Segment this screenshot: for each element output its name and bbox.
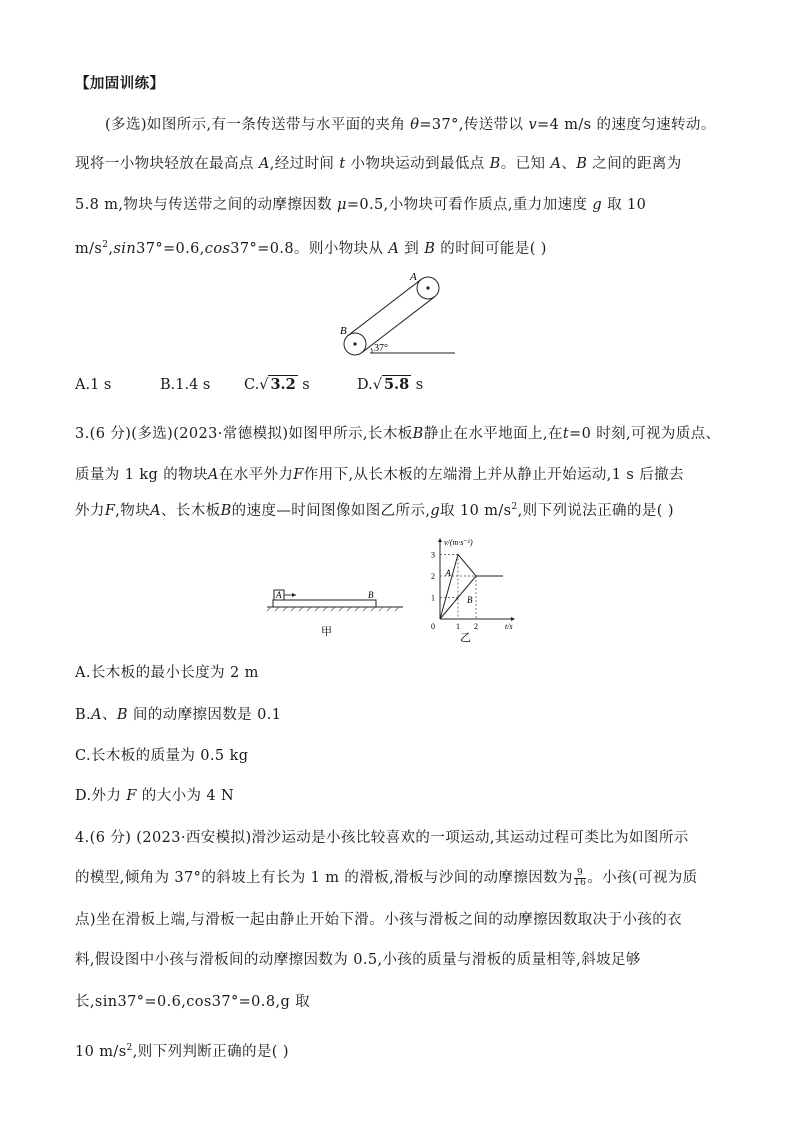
block-a-label: A <box>276 590 282 600</box>
belt-bottom <box>362 297 435 353</box>
option-a: A.1 s <box>75 377 112 393</box>
ground-hatching <box>267 607 399 611</box>
y-tick-label: 1 <box>431 593 435 603</box>
q4-line-1: 4.(6 分) (2023·西安模拟)滑沙运动是小孩比较喜欢的一项运动,其运动过程可类比为如图所示 <box>75 830 689 846</box>
figure-yi-caption: 乙 <box>460 632 471 644</box>
figure-jia <box>265 580 405 640</box>
series-a-line <box>440 555 503 620</box>
x-tick-label: 2 <box>474 622 478 631</box>
option-d: D.√ 5.8 s <box>357 376 424 393</box>
q3-option-c: C.长木板的质量为 0.5 kg <box>75 748 249 764</box>
q3-line-3: 外力F,物块A、长木板B的速度—时间图像如图乙所示,g取 10 $m/s^2$,则下列说法正确的是( ) <box>75 502 674 519</box>
series-a-label: A <box>445 568 451 578</box>
q4-line-5: 长,sin37°=0.6,cos37°=0.8,g 取 <box>75 994 311 1010</box>
q4-line-2: 的模型,倾角为 37°的斜坡上有长为 1 m 的滑板,滑板与沙间的动摩擦因数为 $\frac{9}{16}$ 。小孩(可视为质 <box>75 867 698 888</box>
option-c: C.√ 3.2 s <box>244 376 310 393</box>
option-b: B.1.4 s <box>160 377 211 393</box>
x-tick-label: 0 <box>431 622 435 631</box>
q3-option-d: D.外力 F 的大小为 4 N <box>75 788 235 804</box>
conveyor-belt-figure <box>330 268 460 360</box>
x-axis-arrow <box>511 617 515 621</box>
guide-dashes <box>440 555 476 620</box>
y-axis-arrow <box>438 538 442 542</box>
q4-line-4: 料,假设图中小孩与滑板间的动摩擦因数为 0.5,小孩的质量与滑板的质量相等,斜坡足够 <box>75 952 641 968</box>
pulley-a-axle <box>426 286 429 289</box>
label-a: A <box>410 271 417 283</box>
figure-jia-caption: 甲 <box>321 626 332 638</box>
q-prev-line-4: $m/s^2,\sin 37^\circ=0.6,\cos 37^\circ=0.8$。则小物块从 A 到 B 的时间可能是( ) <box>75 240 547 257</box>
q4-line-3: 点)坐在滑板上端,与滑板一起由静止开始下滑。小孩与滑板之间的动摩擦因数取决于小孩的衣 <box>75 912 683 928</box>
angle-arc <box>371 348 372 353</box>
q-prev-line-1: (多选)如图所示,有一条传送带与水平面的夹角 θ=37°,传送带以 v=4 m/s 的速度匀速转动。 <box>105 117 716 133</box>
q3-option-a: A.长木板的最小长度为 2 m <box>75 665 259 681</box>
belt-top <box>348 279 421 335</box>
y-axis-label: v/(m·s⁻¹) <box>444 538 473 548</box>
board-b <box>273 600 376 607</box>
q3-line-1: 3.(6 分)(多选)(2023·常德模拟)如图甲所示,长木板B静止在水平地面上,在t=0 时刻,可视为质点、 <box>75 426 721 442</box>
y-tick-label: 2 <box>431 572 435 581</box>
q3-option-b: B.A、B 间的动摩擦因数是 0.1 <box>75 707 282 723</box>
series-b-label: B <box>467 594 473 605</box>
angle-label: 37° <box>374 343 388 354</box>
fraction: $\frac{9}{16}$ <box>573 867 587 888</box>
x-tick-label: 1 <box>456 622 460 631</box>
board-b-label: B <box>368 590 374 600</box>
pulley-b-axle <box>353 342 356 345</box>
section-heading: 【加固训练】 <box>75 75 165 92</box>
q3-line-2: 质量为 1 kg 的物块A在水平外力F作用下,从长木板的左端滑上并从静止开始运动,1 s 后撤去 <box>75 467 684 483</box>
force-arrow-head <box>292 593 296 597</box>
label-b: B <box>340 325 347 337</box>
x-axis-label: t/s <box>505 622 513 631</box>
q-prev-line-2: 现将一小物块轻放在最高点 A,经过时间 t 小物块运动到最低点 B。已知 A、B 之间的距离为 <box>75 156 682 172</box>
q-prev-line-3: 5.8 m,物块与传送带之间的动摩擦因数 μ=0.5,小物块可看作质点,重力加速度 g 取 10 <box>75 197 647 213</box>
q4-line-6: 10 $m/s^2$,则下列判断正确的是( ) <box>75 1043 289 1060</box>
vt-graph <box>418 532 538 644</box>
y-tick-label: 3 <box>431 550 435 560</box>
